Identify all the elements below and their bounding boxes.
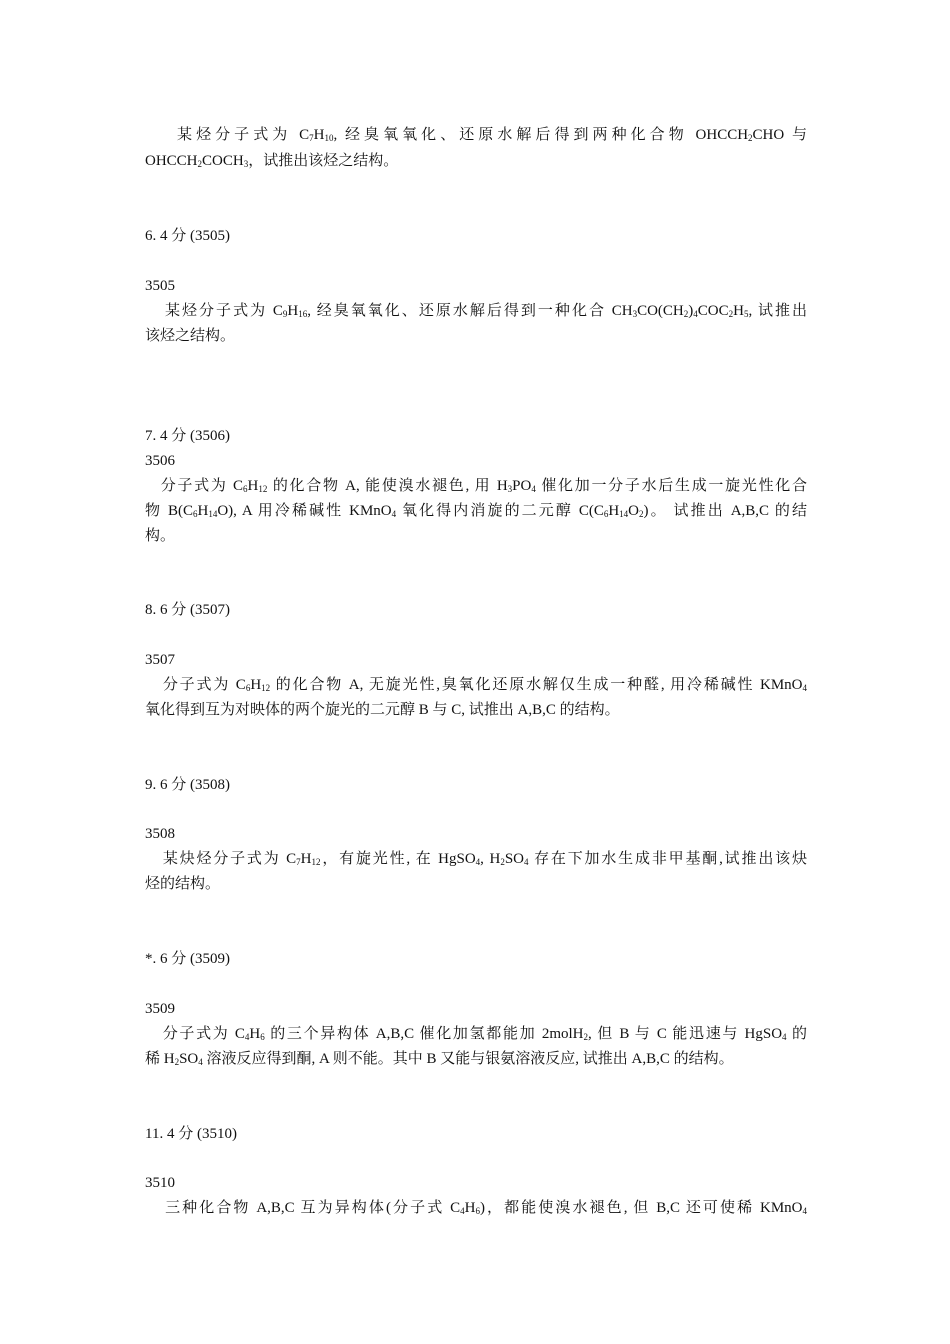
question-code: 3508: [145, 826, 175, 842]
question-code: 3506: [145, 453, 175, 469]
question-text: 某炔烃分子式为 $C_7H_{12}$，有旋光性, 在 HgSO$_4$, $H_2SO_4$ 存在下加水生成非甲基酮,试推出该炔: [161, 851, 807, 867]
question-text: 烃的结构。: [145, 876, 221, 892]
question-header: *. 6 分 (3509): [145, 951, 230, 967]
question-code: 3507: [145, 652, 175, 668]
question-header: 11. 4 分 (3510): [145, 1126, 237, 1142]
question-code: 3509: [145, 1001, 175, 1017]
question-header: 7. 4 分 (3506): [145, 428, 230, 444]
question-text: 物 $B(C_6H_{14}O)$, A 用冷稀碱性 KMnO$_4$ 氧化得内消旋的二元醇 $C(C_6H_{14}O_2)$。 试推出 A,B,C 的结: [145, 503, 807, 519]
question-text: 氧化得到互为对映体的两个旋光的二元醇 B 与 C, 试推出 A,B,C 的结构。: [145, 702, 620, 718]
question-text: 稀 $H_2SO_4$ 溶液反应得到酮, A 则不能。其中 B 又能与银氨溶液反应, 试推出 A,B,C 的结构。: [145, 1051, 734, 1067]
question-header: 6. 4 分 (3505): [145, 228, 230, 244]
document-page: [145, 0, 807, 1344]
question-text: 分子式为 $C_4H_6$ 的三个异构体 A,B,C 催化加氢都能加 2molH$_2$, 但 B 与 C 能迅速与 HgSO$_4$ 的: [161, 1026, 807, 1042]
question-code: 3505: [145, 278, 175, 294]
intro-line-1: 某烃分子式为 $C_7H_{10}$, 经臭氧氧化、还原水解后得到两种化合物 $OHCCH_2CHO$ 与: [173, 127, 807, 143]
question-text: 三种化合物 A,B,C 互为异构体(分子式 $C_4H_6$)，都能使溴水褪色, 但 B,C 还可使稀 KMnO$_4$: [163, 1200, 808, 1216]
question-text: 该烃之结构。: [145, 328, 236, 344]
intro-line-2: $OHCCH_2COCH_3$，试推出该烃之结构。: [145, 153, 399, 169]
question-text: 构。: [145, 528, 176, 544]
question-header: 8. 6 分 (3507): [145, 602, 230, 618]
question-code: 3510: [145, 1175, 175, 1191]
question-text: 分子式为 $C_6H_{12}$ 的化合物 A, 无旋光性,臭氧化还原水解仅生成一种醛, 用冷稀碱性 KMnO$_4$: [161, 677, 807, 693]
question-text: 分子式为 $C_6H_{12}$ 的化合物 A, 能使溴水褪色, 用 $H_3PO_4$ 催化加一分子水后生成一旋光性化合: [159, 478, 807, 494]
question-header: 9. 6 分 (3508): [145, 777, 230, 793]
question-text: 某烃分子式为 $C_9H_{16}$, 经臭氧氧化、还原水解后得到一种化合 $CH_3CO(CH_2)_4COC_2H_5$, 试推出: [163, 303, 807, 319]
